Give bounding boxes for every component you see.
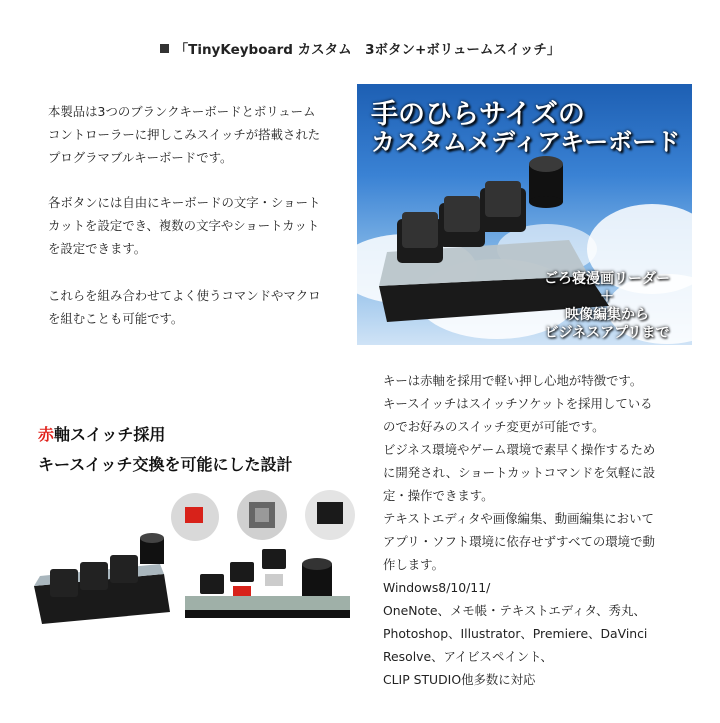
text-line: のでお好みのスイッチ変更が可能です。 [383, 419, 605, 434]
text-line: OneNote、メモ帳・テキストエディタ、秀丸、 [383, 603, 646, 618]
text-line: キーは赤軸を採用で軽い押し心地が特徴です。 [383, 373, 643, 388]
keyboard-switch-image [20, 414, 357, 639]
text-line: Photoshop、Illustrator、Premiere、DaVinci [383, 626, 648, 641]
headline-red: 赤 [38, 425, 55, 444]
text-line: ビジネス環境やゲーム環境で素早く操作するため [383, 442, 656, 457]
macro-paragraph [48, 284, 338, 330]
text-line: テキストエディタや画像編集、動画編集において [383, 511, 654, 526]
product-banner-top [357, 84, 692, 345]
text-line: Resolve、アイビスペイント、 [383, 649, 553, 664]
text-line: CLIP STUDIO他多数に対応 [383, 672, 536, 687]
text-line: キースイッチはスイッチソケットを採用している [383, 396, 653, 411]
caption-plus: ＋ [600, 289, 614, 305]
switch-banner [20, 414, 357, 639]
text-line: 定・操作できます。 [383, 488, 494, 503]
headline-rest: 軸スイッチ採用 [54, 425, 166, 444]
caption-line: 映像編集から [565, 307, 649, 323]
text-line: 各ボタンには自由にキーボードの文字・ショート [48, 195, 321, 210]
text-line: に開発され、ショートカットコマンドを気軽に設 [383, 465, 656, 480]
text-line: カットを設定でき、複数の文字やショートカット [48, 218, 320, 233]
caption-line: ごろ寝漫画リーダー [544, 271, 670, 287]
text-line: を組むことも可能です。 [48, 311, 184, 326]
page-title-text: 「TinyKeyboard カスタム 3ボタン+ボリュームスイッチ」 [174, 42, 561, 58]
text-line: アプリ・ソフト環境に依存せずすべての環境で動 [383, 534, 655, 549]
text-line: Windows8/10/11/ [383, 580, 491, 595]
page-title [0, 38, 720, 58]
square-bullet-icon [160, 44, 169, 53]
switch-subheadline: キースイッチ交換を可能にした設計 [38, 455, 293, 474]
intro-paragraph [48, 100, 338, 169]
buttons-paragraph [48, 191, 338, 260]
text-line: 作します。 [383, 557, 444, 572]
banner-title-line1: 手のひらサイズの [371, 99, 585, 130]
caption-line: ビジネスアプリまで [544, 325, 670, 341]
features-text [383, 369, 703, 691]
text-line: 本製品は3つのブランクキーボードとボリューム [48, 104, 316, 119]
banner-title-line2: カスタムメディアキーボード [371, 128, 681, 156]
text-line: これらを組み合わせてよく使うコマンドやマクロ [48, 288, 321, 303]
text-line: を設定できます。 [48, 241, 147, 256]
banner-caption [527, 270, 687, 342]
text-line: コントローラーに押しこみスイッチが搭載された [48, 127, 321, 142]
text-line: プログラマブルキーボードです。 [48, 150, 233, 165]
